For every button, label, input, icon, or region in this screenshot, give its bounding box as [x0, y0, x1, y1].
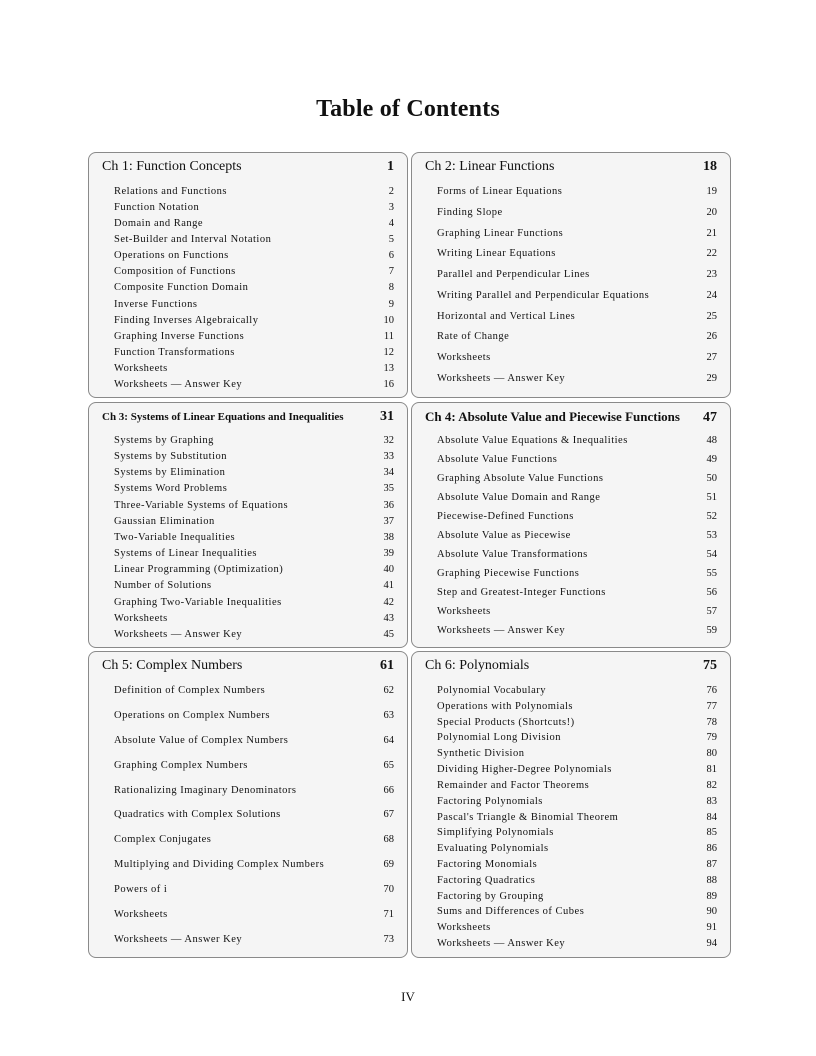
toc-entry[interactable] [437, 227, 717, 240]
toc-entry[interactable] [437, 700, 717, 713]
toc-entry-page: 90 [706, 906, 717, 918]
toc-entry[interactable] [114, 499, 394, 512]
chapter-header[interactable] [102, 409, 394, 429]
toc-entry[interactable] [114, 628, 394, 641]
toc-entry-page: 33 [383, 451, 394, 463]
toc-entry-page: 94 [706, 938, 717, 949]
toc-entry-label: Inverse Functions [114, 298, 198, 310]
toc-entry[interactable] [437, 890, 717, 903]
toc-entry-label: Multiplying and Dividing Complex Numbers [114, 859, 325, 871]
toc-entry-label: Factoring Quadratics [437, 874, 536, 886]
chapter-header[interactable] [425, 159, 717, 179]
toc-entry-page: 3 [388, 202, 394, 214]
toc-entry-label: Absolute Value Functions [437, 454, 558, 465]
toc-entry-label: Graphing Inverse Functions [114, 330, 245, 342]
toc-entry[interactable] [437, 779, 717, 792]
toc-entry[interactable] [437, 921, 717, 934]
toc-entry-page: 13 [383, 362, 394, 374]
toc-entry[interactable] [114, 579, 394, 592]
chapter-page-number: 1 [387, 159, 394, 174]
toc-entry-page: 82 [706, 779, 717, 791]
toc-entry[interactable] [437, 716, 717, 729]
toc-entry-label: Dividing Higher-Degree Polynomials [437, 764, 612, 776]
toc-entry[interactable] [437, 247, 717, 260]
toc-entry[interactable] [114, 450, 394, 463]
toc-entry-label: Rate of Change [437, 331, 510, 343]
toc-entry-page: 36 [383, 499, 394, 511]
section-list [114, 185, 394, 391]
toc-entry-page: 22 [706, 248, 717, 260]
toc-entry[interactable] [437, 937, 717, 950]
toc-entry-page: 85 [706, 827, 717, 839]
toc-entry[interactable] [437, 330, 717, 343]
toc-entry-label: Systems of Linear Inequalities [114, 548, 258, 560]
toc-entry-label: Piecewise-Defined Functions [437, 511, 574, 522]
chapter-header[interactable] [102, 658, 394, 678]
toc-entry-page: 27 [706, 352, 717, 364]
toc-entry-label: Linear Programming (Optimization) [114, 564, 284, 576]
toc-entry-label: Worksheets — Answer Key [437, 372, 566, 384]
toc-entry[interactable] [114, 612, 394, 625]
toc-entry-label: Absolute Value Domain and Range [437, 492, 601, 503]
toc-entry[interactable] [114, 346, 394, 359]
toc-entry[interactable] [114, 515, 394, 528]
chapter-title: Ch 1: Function Concepts [102, 159, 242, 174]
toc-entry-page: 59 [706, 625, 717, 636]
toc-entry-label: Graphing Two-Variable Inequalities [114, 596, 282, 608]
toc-entry[interactable] [437, 605, 717, 618]
toc-entry[interactable] [437, 206, 717, 219]
toc-entry-label: Absolute Value of Complex Numbers [114, 734, 289, 746]
toc-entry-label: Operations with Polynomials [437, 700, 573, 712]
toc-entry-page: 87 [706, 858, 717, 870]
toc-entry-page: 25 [706, 310, 717, 322]
toc-entry-label: Worksheets [114, 362, 168, 374]
toc-entry[interactable] [114, 883, 394, 896]
chapter-title: Ch 5: Complex Numbers [102, 658, 243, 673]
toc-entry[interactable] [114, 249, 394, 262]
toc-entry-page: 11 [383, 330, 394, 342]
toc-entry-page: 63 [383, 709, 394, 721]
toc-entry-page: 55 [706, 568, 717, 579]
toc-entry-label: Worksheets — Answer Key [114, 933, 243, 945]
toc-entry-page: 54 [706, 549, 717, 560]
toc-entry-label: Graphing Piecewise Functions [437, 568, 580, 579]
toc-entry[interactable] [437, 372, 717, 385]
toc-entry[interactable] [437, 453, 717, 466]
toc-entry-page: 80 [706, 748, 717, 760]
toc-entry[interactable] [437, 491, 717, 504]
toc-entry-page: 50 [706, 473, 717, 484]
toc-entry-page: 89 [706, 890, 717, 902]
toc-entry[interactable] [114, 434, 394, 447]
toc-entry-label: Graphing Linear Functions [437, 227, 564, 239]
toc-entry-page: 70 [383, 884, 394, 896]
toc-entry[interactable] [437, 731, 717, 744]
toc-entry-page: 6 [388, 250, 394, 262]
toc-entry-label: Two-Variable Inequalities [114, 531, 236, 543]
chapter-page-number: 47 [703, 410, 717, 425]
toc-entry-label: Worksheets [437, 922, 491, 934]
toc-entry-label: Composition of Functions [114, 266, 236, 278]
toc-entry[interactable] [437, 858, 717, 871]
toc-entry-page: 57 [706, 606, 717, 617]
toc-entry[interactable] [437, 905, 717, 918]
toc-entry-page: 2 [388, 186, 394, 197]
toc-entry[interactable] [114, 784, 394, 797]
section-list [437, 434, 717, 637]
toc-entry-page: 68 [383, 834, 394, 846]
toc-entry[interactable] [114, 281, 394, 294]
chapter-header[interactable] [102, 159, 394, 179]
toc-entry-page: 23 [706, 269, 717, 281]
toc-entry[interactable] [114, 265, 394, 278]
toc-entry-label: Worksheets [437, 606, 491, 617]
toc-entry[interactable] [437, 747, 717, 760]
chapter-header[interactable] [425, 409, 717, 429]
toc-entry[interactable] [114, 233, 394, 246]
toc-entry[interactable] [114, 482, 394, 495]
toc-entry[interactable] [114, 466, 394, 479]
toc-entry-page: 12 [383, 346, 394, 358]
toc-entry-label: Quadratics with Complex Solutions [114, 809, 281, 821]
toc-entry-page: 35 [383, 483, 394, 495]
toc-entry-page: 76 [706, 685, 717, 696]
toc-entry[interactable] [114, 201, 394, 214]
toc-entry[interactable] [114, 808, 394, 821]
toc-entry[interactable] [114, 734, 394, 747]
toc-entry[interactable] [437, 268, 717, 281]
toc-entry-page: 38 [383, 531, 394, 543]
toc-entry[interactable] [114, 759, 394, 772]
toc-entry-label: Polynomial Vocabulary [437, 685, 546, 696]
toc-entry[interactable] [114, 217, 394, 230]
toc-entry-page: 71 [383, 909, 394, 921]
toc-entry-label: Systems by Substitution [114, 451, 228, 463]
toc-entry-label: Worksheets — Answer Key [437, 625, 566, 636]
toc-entry-label: Systems Word Problems [114, 483, 228, 495]
page-number-footer: IV [401, 989, 415, 1004]
toc-entry-label: Definition of Complex Numbers [114, 685, 266, 696]
toc-entry[interactable] [114, 362, 394, 375]
toc-entry-page: 39 [383, 548, 394, 560]
toc-entry-label: Forms of Linear Equations [437, 186, 563, 197]
toc-entry-page: 78 [706, 716, 717, 728]
chapter-page-number: 61 [380, 658, 394, 673]
toc-entry-page: 40 [383, 564, 394, 576]
toc-entry-page: 41 [383, 580, 394, 592]
toc-entry-page: 43 [383, 612, 394, 624]
toc-entry[interactable] [114, 314, 394, 327]
toc-entry-page: 9 [388, 298, 394, 310]
toc-entry-label: Worksheets — Answer Key [437, 938, 566, 949]
toc-entry-label: Function Notation [114, 202, 200, 214]
toc-entry-page: 67 [383, 809, 394, 821]
toc-entry-page: 4 [388, 218, 394, 230]
toc-entry-label: Set-Builder and Interval Notation [114, 234, 272, 246]
chapter-title: Ch 2: Linear Functions [425, 159, 555, 174]
toc-entry[interactable] [114, 596, 394, 609]
toc-entry-page: 51 [706, 492, 717, 503]
toc-entry[interactable] [437, 548, 717, 561]
toc-entry[interactable] [114, 709, 394, 722]
toc-entry-label: Writing Linear Equations [437, 248, 556, 260]
toc-entry-page: 19 [706, 186, 717, 197]
toc-entry[interactable] [114, 933, 394, 946]
toc-entry-page: 49 [706, 454, 717, 465]
toc-entry-page: 37 [383, 515, 394, 527]
toc-entry[interactable] [437, 874, 717, 887]
toc-entry[interactable] [437, 351, 717, 364]
chapter-header[interactable] [425, 658, 717, 678]
toc-entry-label: Graphing Absolute Value Functions [437, 473, 604, 484]
toc-entry[interactable] [114, 684, 394, 697]
toc-entry-page: 77 [706, 700, 717, 712]
toc-entry-label: Graphing Complex Numbers [114, 759, 248, 771]
toc-entry[interactable] [437, 472, 717, 485]
toc-entry-label: Worksheets [437, 352, 491, 364]
toc-entry-label: Finding Slope [437, 206, 503, 218]
toc-entry[interactable] [437, 310, 717, 323]
toc-entry[interactable] [114, 330, 394, 343]
chapter-box-5 [88, 651, 408, 958]
toc-entry-label: Worksheets [114, 612, 168, 624]
chapter-title: Ch 4: Absolute Value and Piecewise Functions [425, 409, 680, 424]
toc-entry-page: 29 [706, 372, 717, 384]
toc-entry[interactable] [437, 510, 717, 523]
toc-entry-page: 53 [706, 530, 717, 541]
toc-entry-page: 5 [388, 234, 394, 246]
toc-entry-page: 16 [383, 378, 394, 390]
toc-entry[interactable] [437, 811, 717, 824]
toc-entry[interactable] [114, 378, 394, 391]
chapter-page-number: 18 [703, 159, 717, 174]
toc-entry[interactable] [114, 833, 394, 846]
chapter-page-number: 75 [703, 658, 717, 673]
toc-entry-page: 81 [706, 764, 717, 776]
toc-entry-page: 21 [706, 227, 717, 239]
toc-entry-page: 42 [383, 596, 394, 608]
toc-entry-label: Pascal's Triangle & Binomial Theorem [437, 811, 619, 823]
toc-entry-label: Absolute Value Transformations [437, 549, 588, 560]
toc-entry-label: Evaluating Polynomials [437, 843, 549, 855]
toc-entry-label: Polynomial Long Division [437, 732, 562, 744]
toc-entry-label: Function Transformations [114, 346, 235, 358]
toc-entry[interactable] [437, 586, 717, 599]
toc-entry-label: Parallel and Perpendicular Lines [437, 269, 590, 281]
toc-entry-label: Rationalizing Imaginary Denominators [114, 784, 297, 796]
toc-entry-page: 73 [383, 933, 394, 945]
toc-entry-label: Sums and Differences of Cubes [437, 906, 585, 918]
section-list [437, 684, 717, 950]
toc-entry-page: 52 [706, 511, 717, 522]
toc-entry[interactable] [437, 842, 717, 855]
toc-entry-label: Systems by Graphing [114, 435, 214, 446]
toc-entry-label: Worksheets — Answer Key [114, 378, 243, 390]
toc-entry[interactable] [437, 434, 717, 447]
toc-entry-page: 66 [383, 784, 394, 796]
toc-entry-label: Synthetic Division [437, 748, 525, 760]
toc-entry-page: 32 [383, 435, 394, 446]
toc-entry-page: 79 [706, 732, 717, 744]
toc-entry[interactable] [437, 624, 717, 637]
chapter-page-number: 31 [380, 409, 394, 424]
toc-entry-label: Finding Inverses Algebraically [114, 314, 259, 326]
toc-entry-label: Factoring Monomials [437, 858, 538, 870]
toc-entry-label: Remainder and Factor Theorems [437, 779, 590, 791]
toc-entry-page: 48 [706, 435, 717, 446]
toc-entry[interactable] [437, 795, 717, 808]
toc-entry[interactable] [114, 547, 394, 560]
toc-entry-page: 34 [383, 467, 394, 479]
toc-entry[interactable] [114, 858, 394, 871]
toc-entry-label: Relations and Functions [114, 186, 227, 197]
toc-entry-label: Operations on Complex Numbers [114, 709, 270, 721]
toc-entry[interactable] [437, 567, 717, 580]
toc-entry[interactable] [437, 763, 717, 776]
section-list [114, 684, 394, 946]
toc-entry[interactable] [437, 529, 717, 542]
toc-entry-page: 86 [706, 843, 717, 855]
toc-entry-page: 62 [383, 685, 394, 696]
toc-entry-label: Operations on Functions [114, 250, 229, 262]
chapter-box-2 [411, 152, 731, 398]
toc-entry-label: Worksheets — Answer Key [114, 628, 243, 640]
toc-entry-label: Gaussian Elimination [114, 515, 215, 527]
toc-entry-page: 7 [388, 266, 394, 278]
toc-entry-label: Systems by Elimination [114, 467, 226, 479]
toc-entry-label: Domain and Range [114, 218, 204, 230]
toc-entry[interactable] [437, 826, 717, 839]
chapter-title: Ch 6: Polynomials [425, 658, 530, 673]
chapter-title: Ch 3: Systems of Linear Equations and Inequalities [102, 411, 344, 423]
chapter-box-4 [411, 402, 731, 648]
toc-entry-page: 88 [706, 874, 717, 886]
toc-entry-label: Factoring by Grouping [437, 890, 544, 902]
toc-entry-label: Special Products (Shortcuts!) [437, 716, 575, 728]
toc-entry-page: 83 [706, 795, 717, 807]
toc-entry-label: Complex Conjugates [114, 834, 212, 846]
toc-entry-label: Absolute Value Equations & Inequalities [437, 435, 628, 446]
toc-entry-label: Simplifying Polynomials [437, 827, 554, 839]
toc-entry[interactable] [114, 185, 394, 198]
toc-entry-page: 45 [383, 628, 394, 640]
toc-entry-label: Factoring Polynomials [437, 795, 543, 807]
toc-entry-page: 10 [383, 314, 394, 326]
chapter-box-1 [88, 152, 408, 398]
section-list [437, 185, 717, 385]
toc-entry-page: 91 [706, 922, 717, 934]
chapter-box-6 [411, 651, 731, 958]
toc-entry-page: 24 [706, 289, 717, 301]
toc-entry[interactable] [114, 298, 394, 311]
toc-entry-page: 84 [706, 811, 717, 823]
toc-entry-page: 69 [383, 859, 394, 871]
toc-entry-label: Absolute Value as Piecewise [437, 530, 571, 541]
toc-entry[interactable] [114, 908, 394, 921]
toc-entry-page: 26 [706, 331, 717, 343]
toc-entry[interactable] [437, 289, 717, 302]
toc-entry-label: Writing Parallel and Perpendicular Equations [437, 289, 650, 301]
toc-entry-label: Three-Variable Systems of Equations [114, 499, 289, 511]
toc-entry-label: Horizontal and Vertical Lines [437, 310, 576, 322]
toc-entry-label: Number of Solutions [114, 580, 212, 592]
toc-entry[interactable] [437, 185, 717, 198]
chapter-box-3 [88, 402, 408, 648]
toc-entry[interactable] [114, 563, 394, 576]
toc-entry[interactable] [437, 684, 717, 697]
toc-entry-label: Worksheets [114, 909, 168, 921]
toc-entry-page: 56 [706, 587, 717, 598]
toc-entry-label: Step and Greatest-Integer Functions [437, 587, 606, 598]
page-title: Table of Contents [316, 96, 500, 122]
section-list [114, 434, 394, 641]
toc-entry[interactable] [114, 531, 394, 544]
toc-entry-page: 64 [383, 734, 394, 746]
toc-entry-page: 20 [706, 206, 717, 218]
toc-entry-label: Composite Function Domain [114, 282, 249, 294]
toc-entry-label: Powers of i [114, 884, 168, 896]
toc-entry-page: 8 [388, 282, 394, 294]
toc-entry-page: 65 [383, 759, 394, 771]
